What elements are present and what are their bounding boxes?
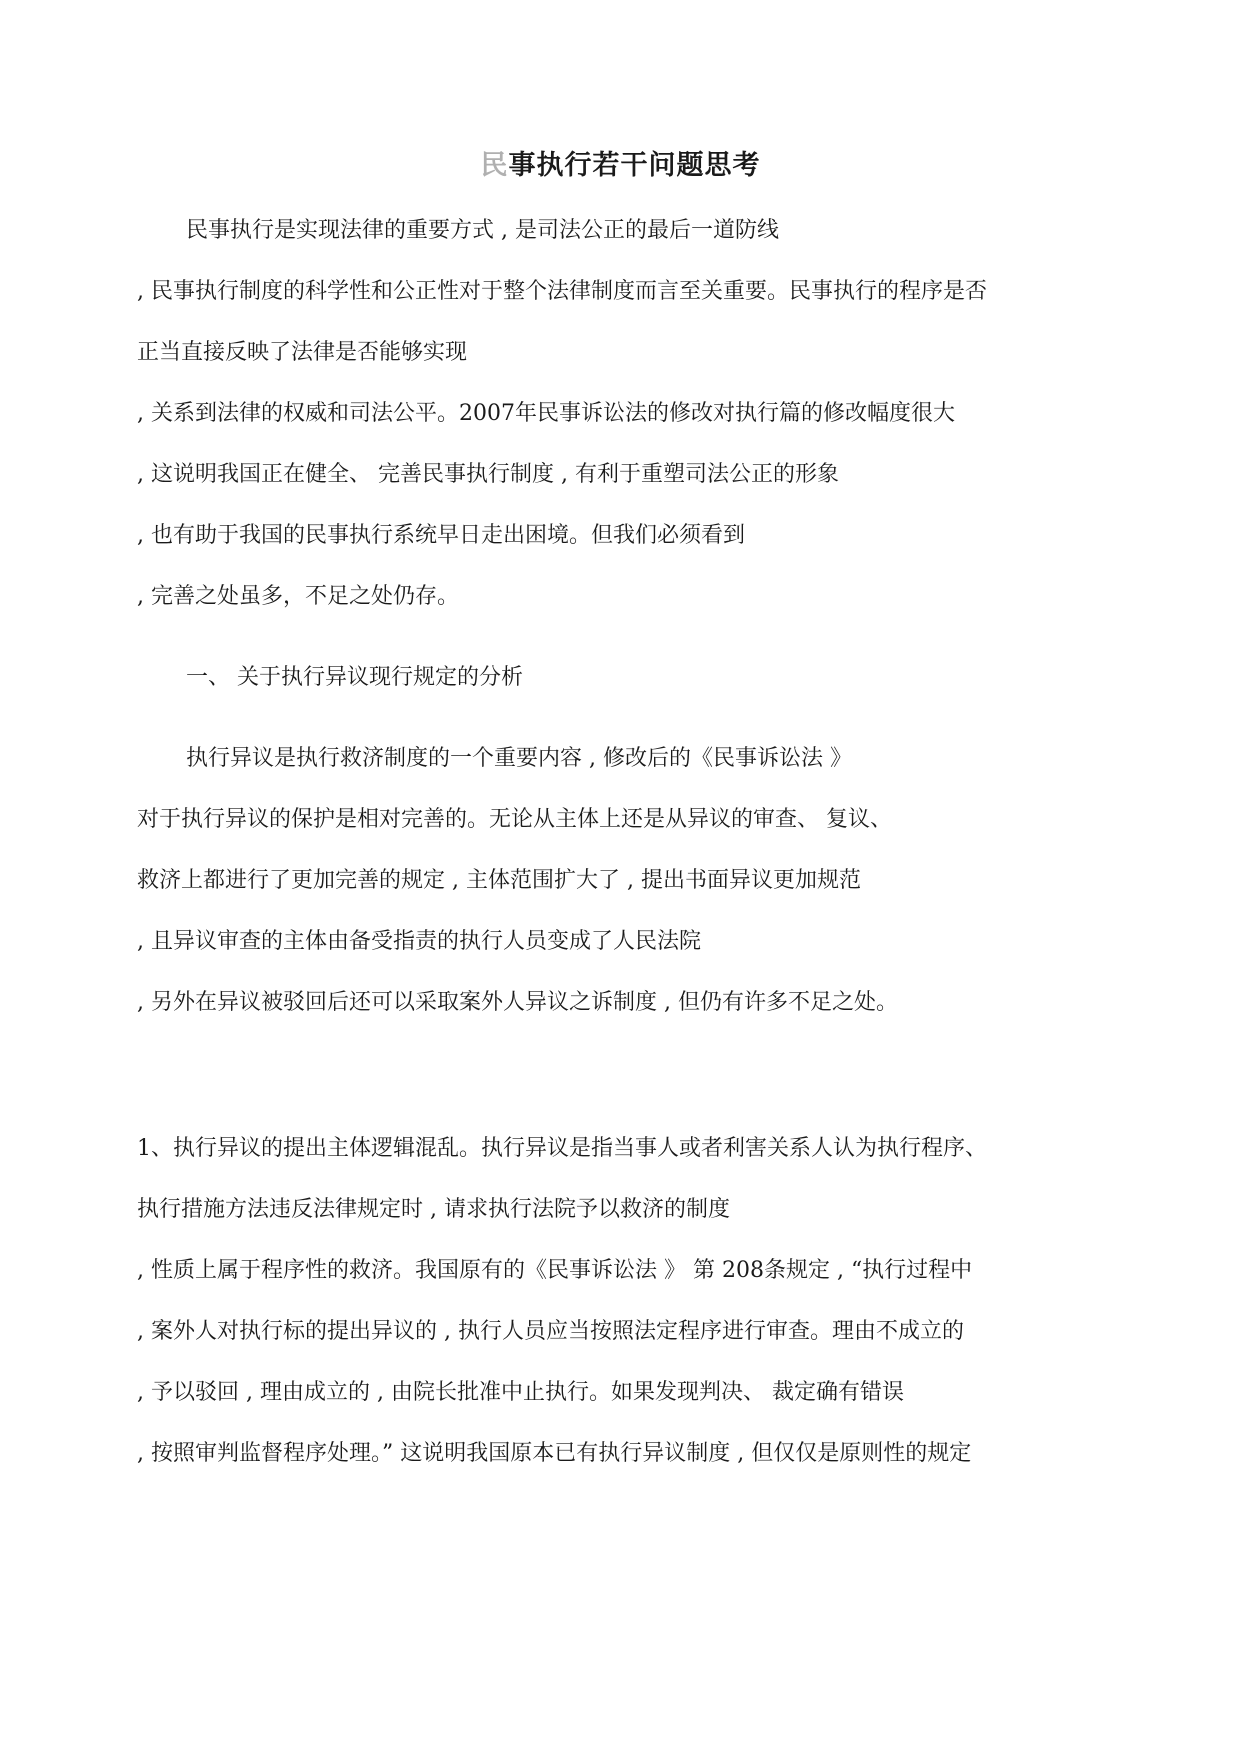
paragraph-line: , 民事执行制度的科学性和公正性对于整个法律制度而言至关重要。民事执行的程序是否	[137, 279, 987, 304]
paragraph-line: , 另外在异议被驳回后还可以采取案外人异议之诉制度 , 但仍有许多不足之处。	[137, 990, 898, 1015]
paragraph-line: , 且异议审查的主体由备受指责的执行人员变成了人民法院	[137, 929, 701, 954]
paragraph-line: , 这说明我国正在健全、 完善民事执行制度 , 有利于重塑司法公正的形象	[137, 462, 839, 487]
paragraph-line: 执行异议是执行救济制度的一个重要内容 , 修改后的《民事诉讼法 》	[186, 746, 852, 771]
paragraph-line: 对于执行异议的保护是相对完善的。无论从主体上还是从异议的审查、 复议、	[137, 807, 892, 832]
paragraph-line: , 关系到法律的权威和司法公平。2007年民事诉讼法的修改对执行篇的修改幅度很大	[137, 401, 955, 426]
paragraph-line: , 予以驳回 , 理由成立的 , 由院长批准中止执行。如果发现判决、 裁定确有错误	[137, 1380, 904, 1405]
title-first-char: 民	[480, 150, 509, 181]
title-rest: 事执行若干问题思考	[508, 150, 761, 181]
paragraph-line: , 按照审判监督程序处理。” 这说明我国原本已有执行异议制度 , 但仅仅是原则性的规定	[137, 1441, 972, 1466]
paragraph-line: 1、执行异议的提出主体逻辑混乱。执行异议是指当事人或者利害关系人认为执行程序、	[137, 1136, 987, 1161]
document-title	[0, 143, 1241, 182]
paragraph-line: , 案外人对执行标的提出异议的 , 执行人员应当按照法定程序进行审查。理由不成立的	[137, 1319, 964, 1344]
section-heading: 一、 关于执行异议现行规定的分析	[186, 665, 523, 690]
paragraph-line: , 也有助于我国的民事执行系统早日走出困境。但我们必须看到	[137, 523, 745, 548]
paragraph-line: , 性质上属于程序性的救济。我国原有的《民事诉讼法 》 第 208条规定 , “执行过程中	[137, 1258, 973, 1283]
paragraph-line: 正当直接反映了法律是否能够实现	[137, 340, 468, 365]
paragraph-line: 民事执行是实现法律的重要方式 , 是司法公正的最后一道防线	[186, 218, 779, 243]
paragraph-line: 执行措施方法违反法律规定时 , 请求执行法院予以救济的制度	[137, 1197, 730, 1222]
paragraph-line: , 完善之处虽多，不足之处仍存。	[137, 584, 459, 609]
paragraph-line: 救济上都进行了更加完善的规定 , 主体范围扩大了 , 提出书面异议更加规范	[137, 868, 861, 893]
